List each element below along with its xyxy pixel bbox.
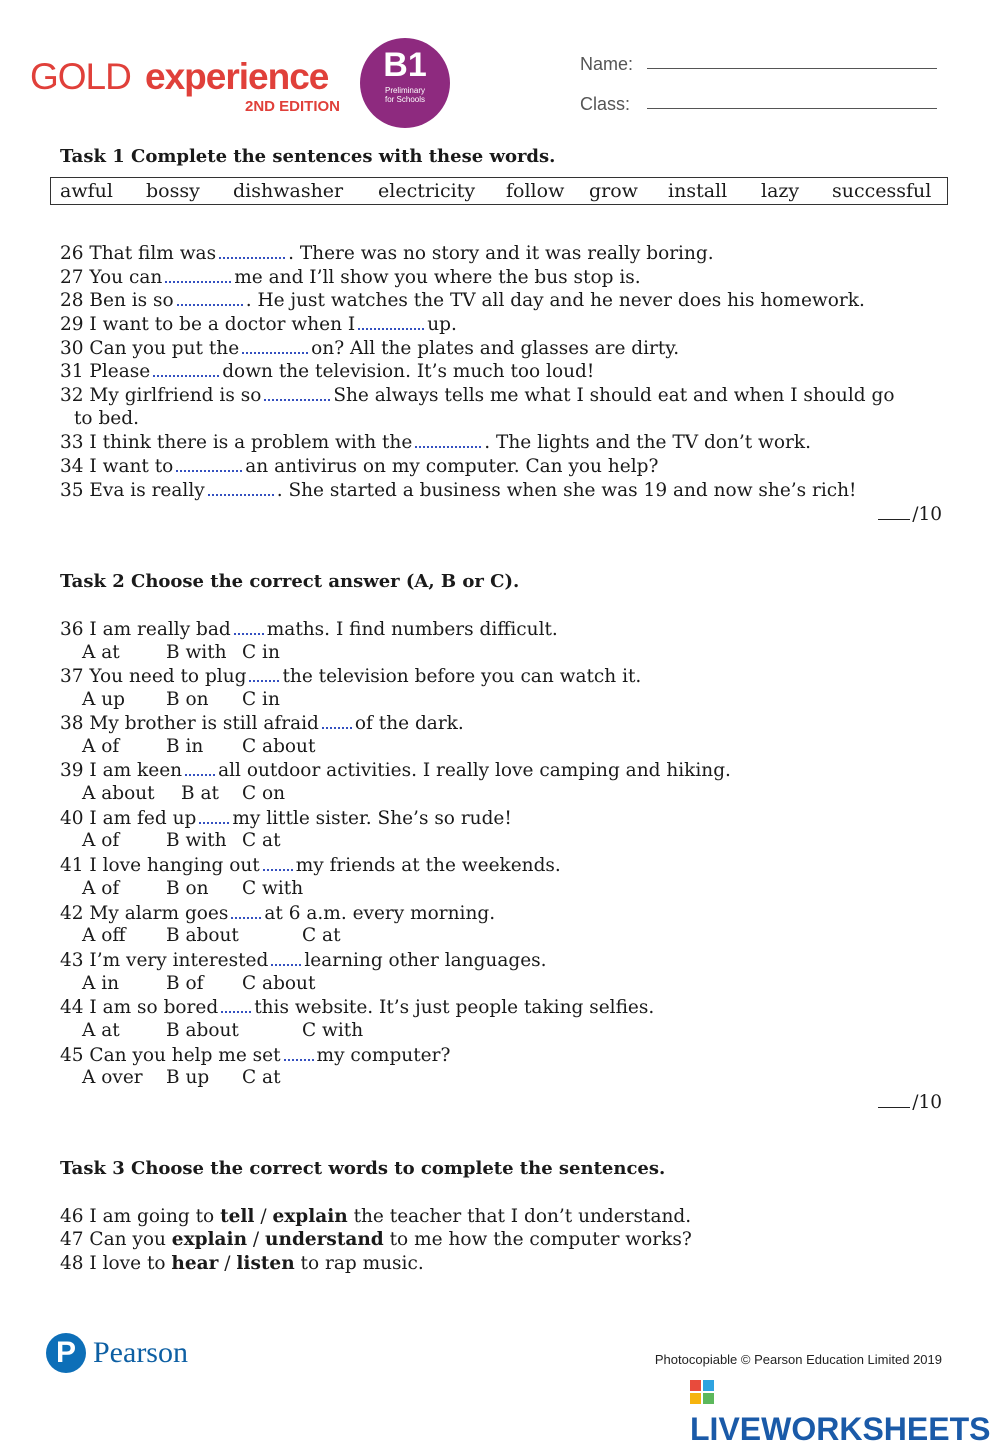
option-c[interactable]: C with xyxy=(242,878,304,899)
score-total: /10 xyxy=(912,504,942,525)
task1-score xyxy=(878,503,942,525)
sentence-text: She always tells me what I should eat and when I should go xyxy=(333,385,895,406)
options-44 xyxy=(82,1019,363,1043)
sentence-text: 32 My girlfriend is so xyxy=(60,385,262,406)
option-a[interactable]: A off xyxy=(82,925,126,946)
answer-blank-31[interactable] xyxy=(153,359,219,377)
question-text: all outdoor activities. I really love camping and hiking. xyxy=(218,760,731,781)
option-a[interactable]: A at xyxy=(82,1020,120,1041)
option-b[interactable]: B up xyxy=(166,1067,210,1088)
choice-word-2[interactable]: explain xyxy=(272,1206,348,1227)
sentence-48 xyxy=(60,1252,424,1276)
sentence-text: . The lights and the TV don’t work. xyxy=(484,432,811,453)
option-a[interactable]: A of xyxy=(82,878,120,899)
task2-title: Task 2 Choose the correct answer (A, B or C). xyxy=(60,571,520,592)
answer-blank-37[interactable] xyxy=(249,664,279,682)
option-a[interactable]: A at xyxy=(82,642,120,663)
question-45 xyxy=(60,1043,450,1068)
option-c[interactable]: C on xyxy=(242,783,286,804)
sentence-text: the teacher that I don’t understand. xyxy=(353,1206,692,1227)
option-a[interactable]: A up xyxy=(82,689,125,710)
option-a[interactable]: A of xyxy=(82,830,120,851)
answer-blank-43[interactable] xyxy=(271,948,301,966)
question-37 xyxy=(60,664,641,689)
sentence-text: on? All the plates and glasses are dirty. xyxy=(311,338,680,359)
answer-blank-45[interactable] xyxy=(284,1043,314,1061)
question-42 xyxy=(60,901,495,926)
options-41 xyxy=(82,877,303,901)
choice-word-1[interactable]: hear xyxy=(171,1253,219,1274)
option-c[interactable]: C about xyxy=(242,973,316,994)
answer-blank-40[interactable] xyxy=(199,806,229,824)
liveworksheets-logo xyxy=(690,1374,1000,1448)
sentence-text: 47 Can you xyxy=(60,1229,166,1250)
sentence-text: 26 That film was xyxy=(60,243,217,264)
question-text: 41 I love hanging out xyxy=(60,855,260,876)
brand-experience: experience xyxy=(145,56,329,97)
sentence-32 xyxy=(60,383,894,408)
sentence-text: me and I’ll show you where the bus stop is. xyxy=(234,267,641,288)
sentence-text: 27 You can xyxy=(60,267,163,288)
options-42 xyxy=(82,924,341,948)
sentence-text: 34 I want to xyxy=(60,456,174,477)
level-sub2: for Schools xyxy=(384,95,426,104)
separator: / xyxy=(224,1253,231,1274)
answer-blank-30[interactable] xyxy=(242,336,308,354)
pearson-wordmark: Pearson xyxy=(93,1336,188,1369)
question-41 xyxy=(60,853,561,878)
question-text: this website. It’s just people taking selfies. xyxy=(254,997,655,1018)
sentence-text: to rap music. xyxy=(300,1253,424,1274)
word-follow: follow xyxy=(506,180,565,202)
answer-blank-29[interactable] xyxy=(358,312,424,330)
answer-blank-38[interactable] xyxy=(322,711,352,729)
question-39 xyxy=(60,758,731,783)
sentence-text: 46 I am going to xyxy=(60,1206,215,1227)
task2-score xyxy=(878,1091,942,1113)
sentence-34 xyxy=(60,454,658,479)
separator: / xyxy=(260,1206,267,1227)
class-field[interactable] xyxy=(647,108,937,109)
answer-blank-36[interactable] xyxy=(234,617,264,635)
question-40 xyxy=(60,806,512,831)
word-grow: grow xyxy=(589,180,638,202)
answer-blank-39[interactable] xyxy=(185,758,215,776)
sentence-32-cont: to bed. xyxy=(74,408,139,429)
options-38 xyxy=(82,735,315,759)
question-text: 44 I am so bored xyxy=(60,997,219,1018)
option-c[interactable]: C in xyxy=(242,689,280,710)
options-45 xyxy=(82,1066,281,1090)
option-c[interactable]: C at xyxy=(242,830,281,851)
level-sub1: Preliminary xyxy=(384,86,425,95)
answer-blank-35[interactable] xyxy=(208,478,274,496)
sentence-text: an antivirus on my computer. Can you help? xyxy=(245,456,659,477)
separator: / xyxy=(252,1229,260,1250)
option-c[interactable]: C about xyxy=(242,736,316,757)
name-label: Name: xyxy=(580,54,634,74)
score-field[interactable] xyxy=(878,503,910,520)
question-38 xyxy=(60,711,464,736)
choice-word-1[interactable]: tell xyxy=(220,1206,255,1227)
question-text: my friends at the weekends. xyxy=(295,855,561,876)
option-c[interactable]: C in xyxy=(242,642,280,663)
question-text: learning other languages. xyxy=(304,950,547,971)
level-label: B1 xyxy=(383,46,427,84)
question-44 xyxy=(60,995,654,1020)
option-a[interactable]: A of xyxy=(82,736,120,757)
brand-gold: GOLD xyxy=(30,56,131,97)
task3-title: Task 3 Choose the correct words to complete the sentences. xyxy=(60,1158,666,1179)
option-b[interactable]: B on xyxy=(166,689,209,710)
sentence-text: 33 I think there is a problem with the xyxy=(60,432,413,453)
options-43 xyxy=(82,972,315,996)
answer-blank-34[interactable] xyxy=(176,454,242,472)
question-text: 38 My brother is still afraid xyxy=(60,713,319,734)
options-37 xyxy=(82,688,280,712)
option-a[interactable]: A about xyxy=(82,783,155,804)
answer-blank-41[interactable] xyxy=(263,853,293,871)
sentence-31 xyxy=(60,359,594,384)
question-text: 36 I am really bad xyxy=(60,619,231,640)
sentence-29 xyxy=(60,312,457,337)
answer-blank-27[interactable] xyxy=(165,265,231,283)
sentence-text: 29 I want to be a doctor when I xyxy=(60,314,356,335)
option-c[interactable]: C at xyxy=(302,925,341,946)
question-text: my computer? xyxy=(316,1045,451,1066)
sentence-text: 31 Please xyxy=(60,361,151,382)
sentence-text: . He just watches the TV all day and he never does his homework. xyxy=(245,290,865,311)
question-text: 43 I’m very interested xyxy=(60,950,269,971)
sentence-text: up. xyxy=(427,314,457,335)
option-b[interactable]: B with xyxy=(166,642,227,663)
icon-square xyxy=(690,1380,701,1391)
icon-square xyxy=(690,1393,701,1404)
option-b[interactable]: B at xyxy=(181,783,219,804)
answer-blank-26[interactable] xyxy=(219,241,285,259)
option-a[interactable]: A in xyxy=(82,973,120,994)
edition-label: 2ND EDITION xyxy=(245,98,341,115)
name-field[interactable] xyxy=(647,68,937,69)
option-b[interactable]: B about xyxy=(166,925,239,946)
sentence-text: down the television. It’s much too loud! xyxy=(222,361,595,382)
liveworksheets-icon xyxy=(690,1380,716,1406)
options-36 xyxy=(82,641,280,665)
class-label: Class: xyxy=(580,94,631,114)
options-40 xyxy=(82,829,281,853)
sentence-text: to me how the computer works? xyxy=(389,1229,692,1250)
task1-title: Task 1 Complete the sentences with these words. xyxy=(60,146,556,167)
word-successful: successful xyxy=(832,180,932,202)
option-c[interactable]: C at xyxy=(242,1067,281,1088)
question-43 xyxy=(60,948,547,973)
answer-blank-44[interactable] xyxy=(221,995,251,1013)
question-36 xyxy=(60,617,558,642)
icon-square xyxy=(703,1393,714,1404)
word-dishwasher: dishwasher xyxy=(233,180,344,202)
options-39 xyxy=(82,782,285,806)
word-electricity: electricity xyxy=(378,180,476,202)
sentence-26 xyxy=(60,241,714,266)
answer-blank-28[interactable] xyxy=(177,288,243,306)
question-text: 37 You need to plug xyxy=(60,666,247,687)
sentence-text: 35 Eva is really xyxy=(60,480,205,501)
sentence-35 xyxy=(60,478,857,503)
word-awful: awful xyxy=(60,180,113,202)
question-text: maths. I find numbers difficult. xyxy=(266,619,558,640)
question-text: 39 I am keen xyxy=(60,760,183,781)
sentence-text: 48 I love to xyxy=(60,1253,166,1274)
sentence-27 xyxy=(60,265,641,290)
option-c[interactable]: C with xyxy=(302,1020,364,1041)
answer-blank-33[interactable] xyxy=(415,430,481,448)
sentence-47 xyxy=(60,1228,692,1252)
sentence-46 xyxy=(60,1205,691,1229)
option-b[interactable]: B about xyxy=(166,1020,239,1041)
sentence-30 xyxy=(60,336,679,361)
pearson-logo-icon: P xyxy=(46,1333,86,1373)
option-b[interactable]: B of xyxy=(166,973,204,994)
question-text: the television before you can watch it. xyxy=(282,666,642,687)
copyright-notice: Photocopiable © Pearson Education Limited 2019 xyxy=(654,1352,942,1367)
option-b[interactable]: B on xyxy=(166,878,209,899)
question-text: at 6 a.m. every morning. xyxy=(264,903,496,924)
choice-word-2[interactable]: listen xyxy=(236,1253,295,1274)
question-text: 40 I am fed up xyxy=(60,808,197,829)
sentence-33 xyxy=(60,430,811,455)
answer-blank-32[interactable] xyxy=(264,383,330,401)
liveworksheets-text: LIVEWORKSHEETS xyxy=(690,1411,991,1447)
question-text: my little sister. She’s so rude! xyxy=(232,808,512,829)
choice-word-2[interactable]: understand xyxy=(265,1229,384,1250)
option-b[interactable]: B with xyxy=(166,830,227,851)
level-badge xyxy=(360,38,450,128)
option-b[interactable]: B in xyxy=(166,736,204,757)
answer-blank-42[interactable] xyxy=(231,901,261,919)
score-total: /10 xyxy=(912,1092,942,1113)
sentence-text: 28 Ben is so xyxy=(60,290,174,311)
question-text: 45 Can you help me set xyxy=(60,1045,281,1066)
choice-word-1[interactable]: explain xyxy=(171,1229,248,1250)
word-bossy: bossy xyxy=(146,180,200,202)
sentence-28 xyxy=(60,288,865,313)
question-text: of the dark. xyxy=(354,713,464,734)
sentence-text: . She started a business when she was 19 and now she’s rich! xyxy=(276,480,857,501)
option-a[interactable]: A over xyxy=(82,1067,143,1088)
icon-square xyxy=(703,1380,714,1391)
sentence-text: . There was no story and it was really boring. xyxy=(288,243,714,264)
sentence-text: 30 Can you put the xyxy=(60,338,240,359)
word-lazy: lazy xyxy=(761,180,800,202)
score-field[interactable] xyxy=(878,1091,910,1108)
question-text: 42 My alarm goes xyxy=(60,903,229,924)
word-install: install xyxy=(668,180,728,202)
